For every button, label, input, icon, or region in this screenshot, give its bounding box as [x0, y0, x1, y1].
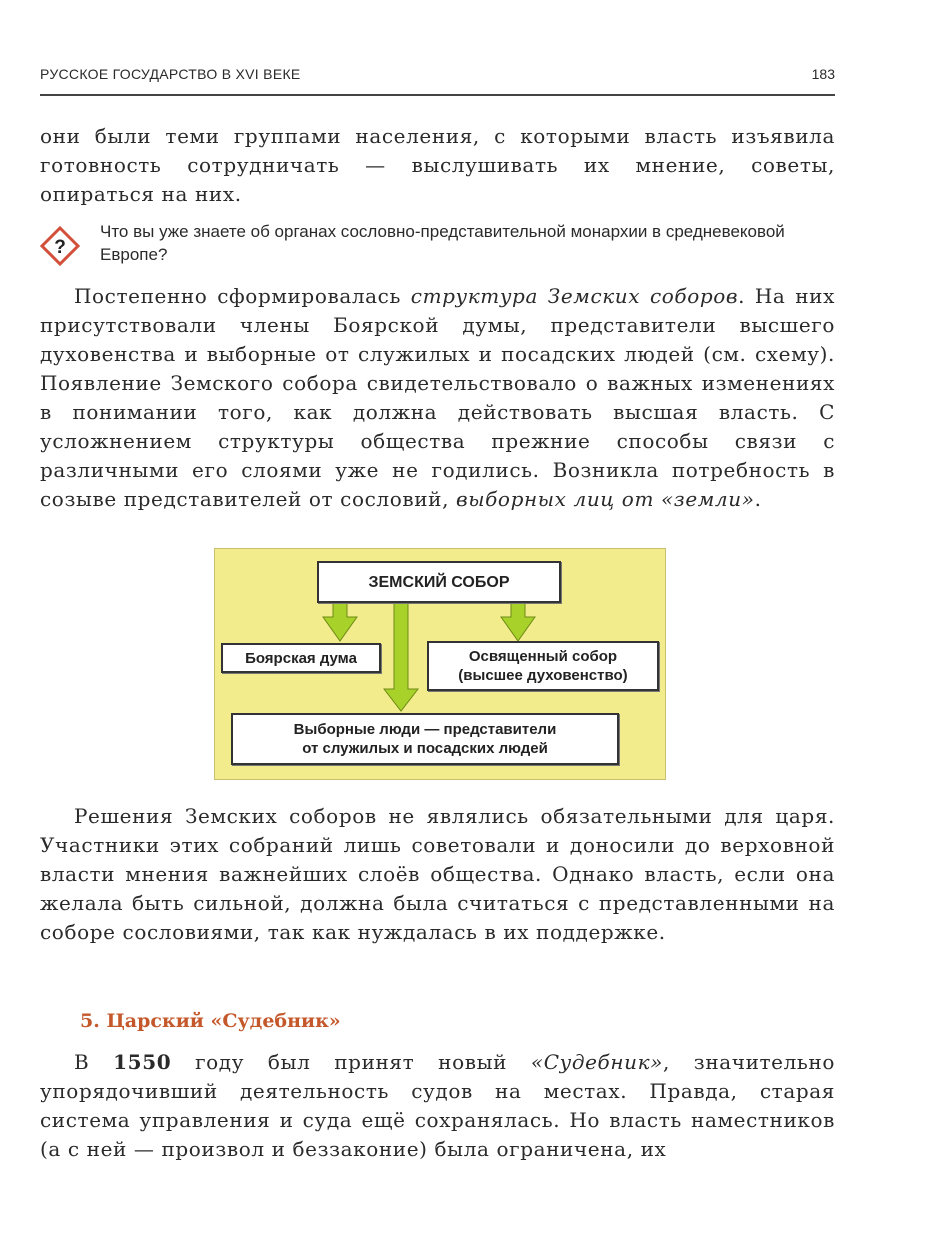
arrow-to-boyar-duma [323, 603, 357, 641]
box-elected-people: Выборные люди — представители от служилых и посадских людей [231, 713, 619, 765]
svg-text:?: ? [54, 237, 66, 258]
running-title: РУССКОЕ ГОСУДАРСТВО В XVI ВЕКЕ [40, 66, 301, 82]
question-text: Что вы уже знаете об органах сословно-представительной монархии в средневековой Европе? [100, 222, 785, 264]
question-icon [40, 226, 80, 266]
arrow-to-sobor [501, 603, 535, 641]
emphasis-structure: структура Земских соборов [410, 284, 739, 308]
paragraph-3: Решения Земских соборов не являлись обязательными для царя. Участники этих собраний лишь советовали и доносили до верховной власти мнения важнейших слоёв общества. Однако власть, если она желала быть сильной, должна была считаться с представленными на соборе сословиями, так как нуждалась в их поддержке. [40, 804, 835, 944]
arrow-to-elected [384, 603, 418, 711]
zemsky-sobor-diagram [214, 548, 666, 780]
page-header [40, 62, 835, 96]
paragraph-2: Постепенно сформировалась структура Земских соборов. На них присутствовали члены Боярской думы, представители высшего духовенства и выборные от служилых и посадских людей (см. схему). Появление Земского собора свидетельствовало о важных изменениях в понимании того, как должна действовать высшая власть. С усложнением структуры общества прежние способы связи с различными его слоями уже не годились. Возникла потребность в созыве представителей от сословий, выборных лиц от «земли». [40, 284, 835, 511]
emphasis-sudebnik: «Судебник» [530, 1050, 663, 1074]
section-title: 5. Царский «Судебник» [80, 1010, 341, 1032]
paragraph-1: они были теми группами населения, с которыми власть изъявила готовность сотрудничать — выслушивать их мнение, советы, опираться на них. [40, 124, 835, 206]
box-zemsky-sobor: ЗЕМСКИЙ СОБОР [317, 561, 561, 603]
year-1550: 1550 [113, 1050, 172, 1074]
page-number: 183 [811, 66, 835, 82]
emphasis-elected: выборных лиц от «земли» [456, 487, 755, 511]
box-boyar-duma: Боярская дума [221, 643, 381, 673]
paragraph-4: В 1550 году был принят новый «Судебник», значительно упорядочивший деятельность судов на местах. Правда, старая система управления и суда ещё сохранялась. Но власть наместников (а с ней — произвол и беззаконие) была ограничена, их [40, 1050, 835, 1161]
box-sacred-sobor: Освященный собор (высшее духовенство) [427, 641, 659, 691]
